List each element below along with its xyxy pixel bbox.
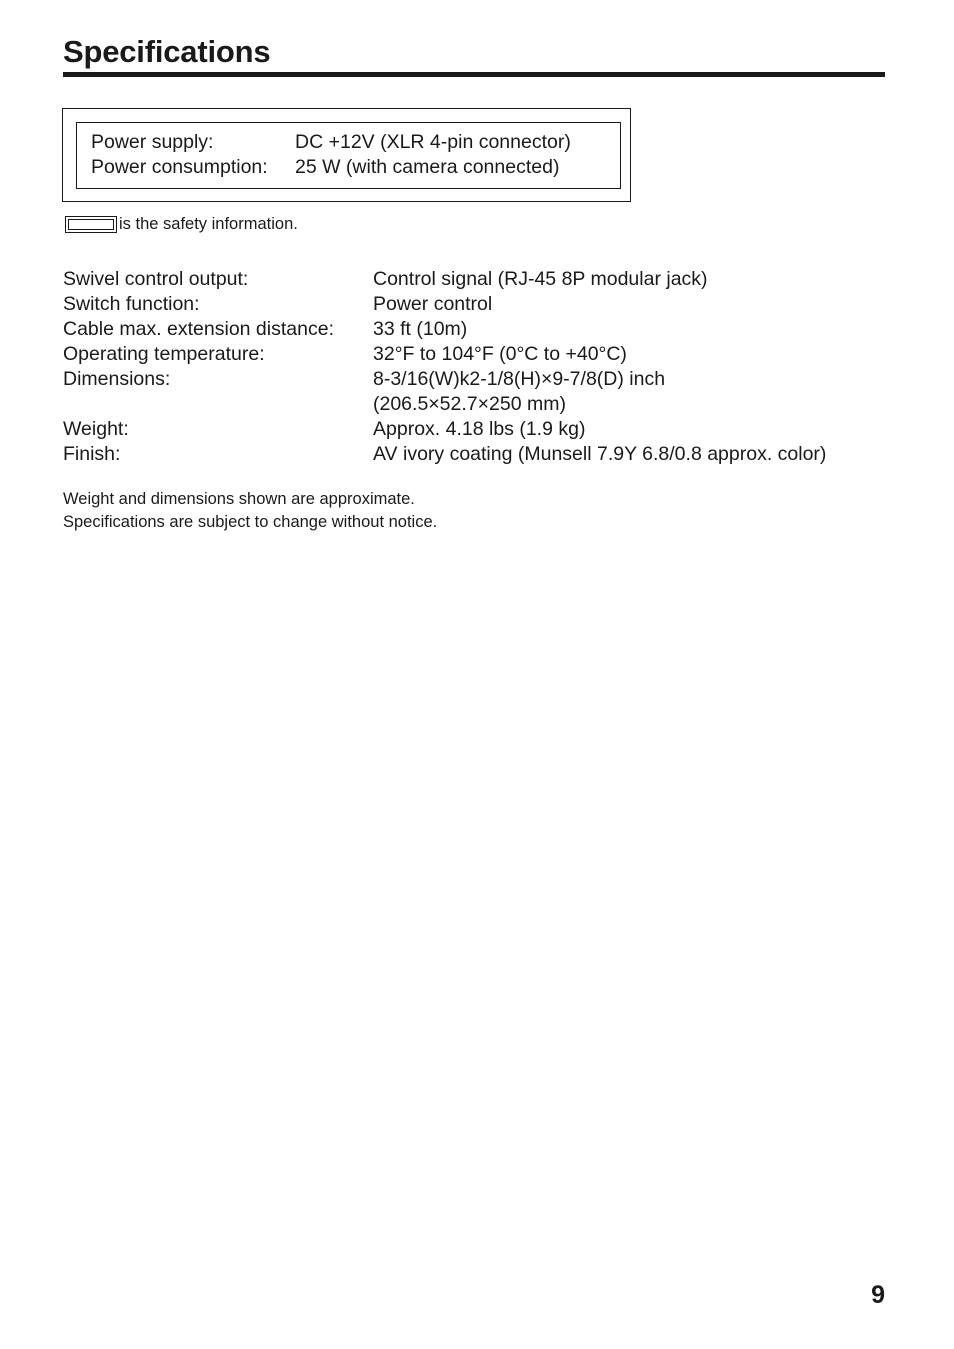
safety-info-box-inner — [76, 122, 621, 189]
spec-value: Approx. 4.18 lbs (1.9 kg) — [373, 418, 586, 440]
spec-label: Cable max. extension distance: — [63, 318, 334, 340]
footnote: Specifications are subject to change without notice. — [63, 513, 438, 531]
footnotes — [63, 488, 437, 534]
safety-box-symbol-icon — [65, 216, 117, 233]
spec-value: 33 ft (10m) — [373, 318, 468, 340]
spec-value: Power control — [373, 293, 493, 315]
spec-value: 32°F to 104°F (0°C to +40°C) — [373, 343, 627, 365]
spec-label: Finish: — [63, 443, 121, 465]
safety-info-box — [62, 108, 631, 202]
spec-label: Swivel control output: — [63, 268, 249, 290]
footnote: Weight and dimensions shown are approximate. — [63, 490, 415, 508]
page-number: 9 — [871, 1281, 885, 1309]
safety-value: DC +12V (XLR 4-pin connector) — [295, 131, 571, 153]
safety-legend-text: is the safety information. — [119, 215, 298, 233]
spec-label: Dimensions: — [63, 368, 171, 390]
spec-value: Control signal (RJ-45 8P modular jack) — [373, 268, 708, 290]
spec-value — [373, 367, 665, 417]
spec-label: Switch function: — [63, 293, 200, 315]
safety-value: 25 W (with camera connected) — [295, 156, 560, 178]
spec-value: AV ivory coating (Munsell 7.9Y 6.8/0.8 approx. color) — [373, 443, 827, 465]
safety-label: Power consumption: — [91, 156, 268, 178]
title-rule — [63, 72, 885, 77]
spec-row-operating-temperature — [63, 342, 893, 367]
page-title: Specifications — [63, 34, 271, 69]
spec-row-switch-function — [63, 292, 893, 317]
spec-row-swivel-control-output — [63, 267, 893, 292]
spec-row-cable-extension — [63, 317, 893, 342]
spec-row-finish — [63, 442, 893, 467]
spec-value-imperial: 8-3/16(W)k2-1/8(H)×9-7/8(D) inch — [373, 368, 666, 390]
spec-row-weight — [63, 417, 893, 442]
spec-label: Operating temperature: — [63, 343, 265, 365]
safety-label: Power supply: — [91, 131, 214, 153]
spec-list — [63, 267, 893, 467]
spec-label: Weight: — [63, 418, 129, 440]
spec-value-metric: (206.5×52.7×250 mm) — [373, 393, 566, 415]
spec-row-dimensions — [63, 367, 893, 417]
